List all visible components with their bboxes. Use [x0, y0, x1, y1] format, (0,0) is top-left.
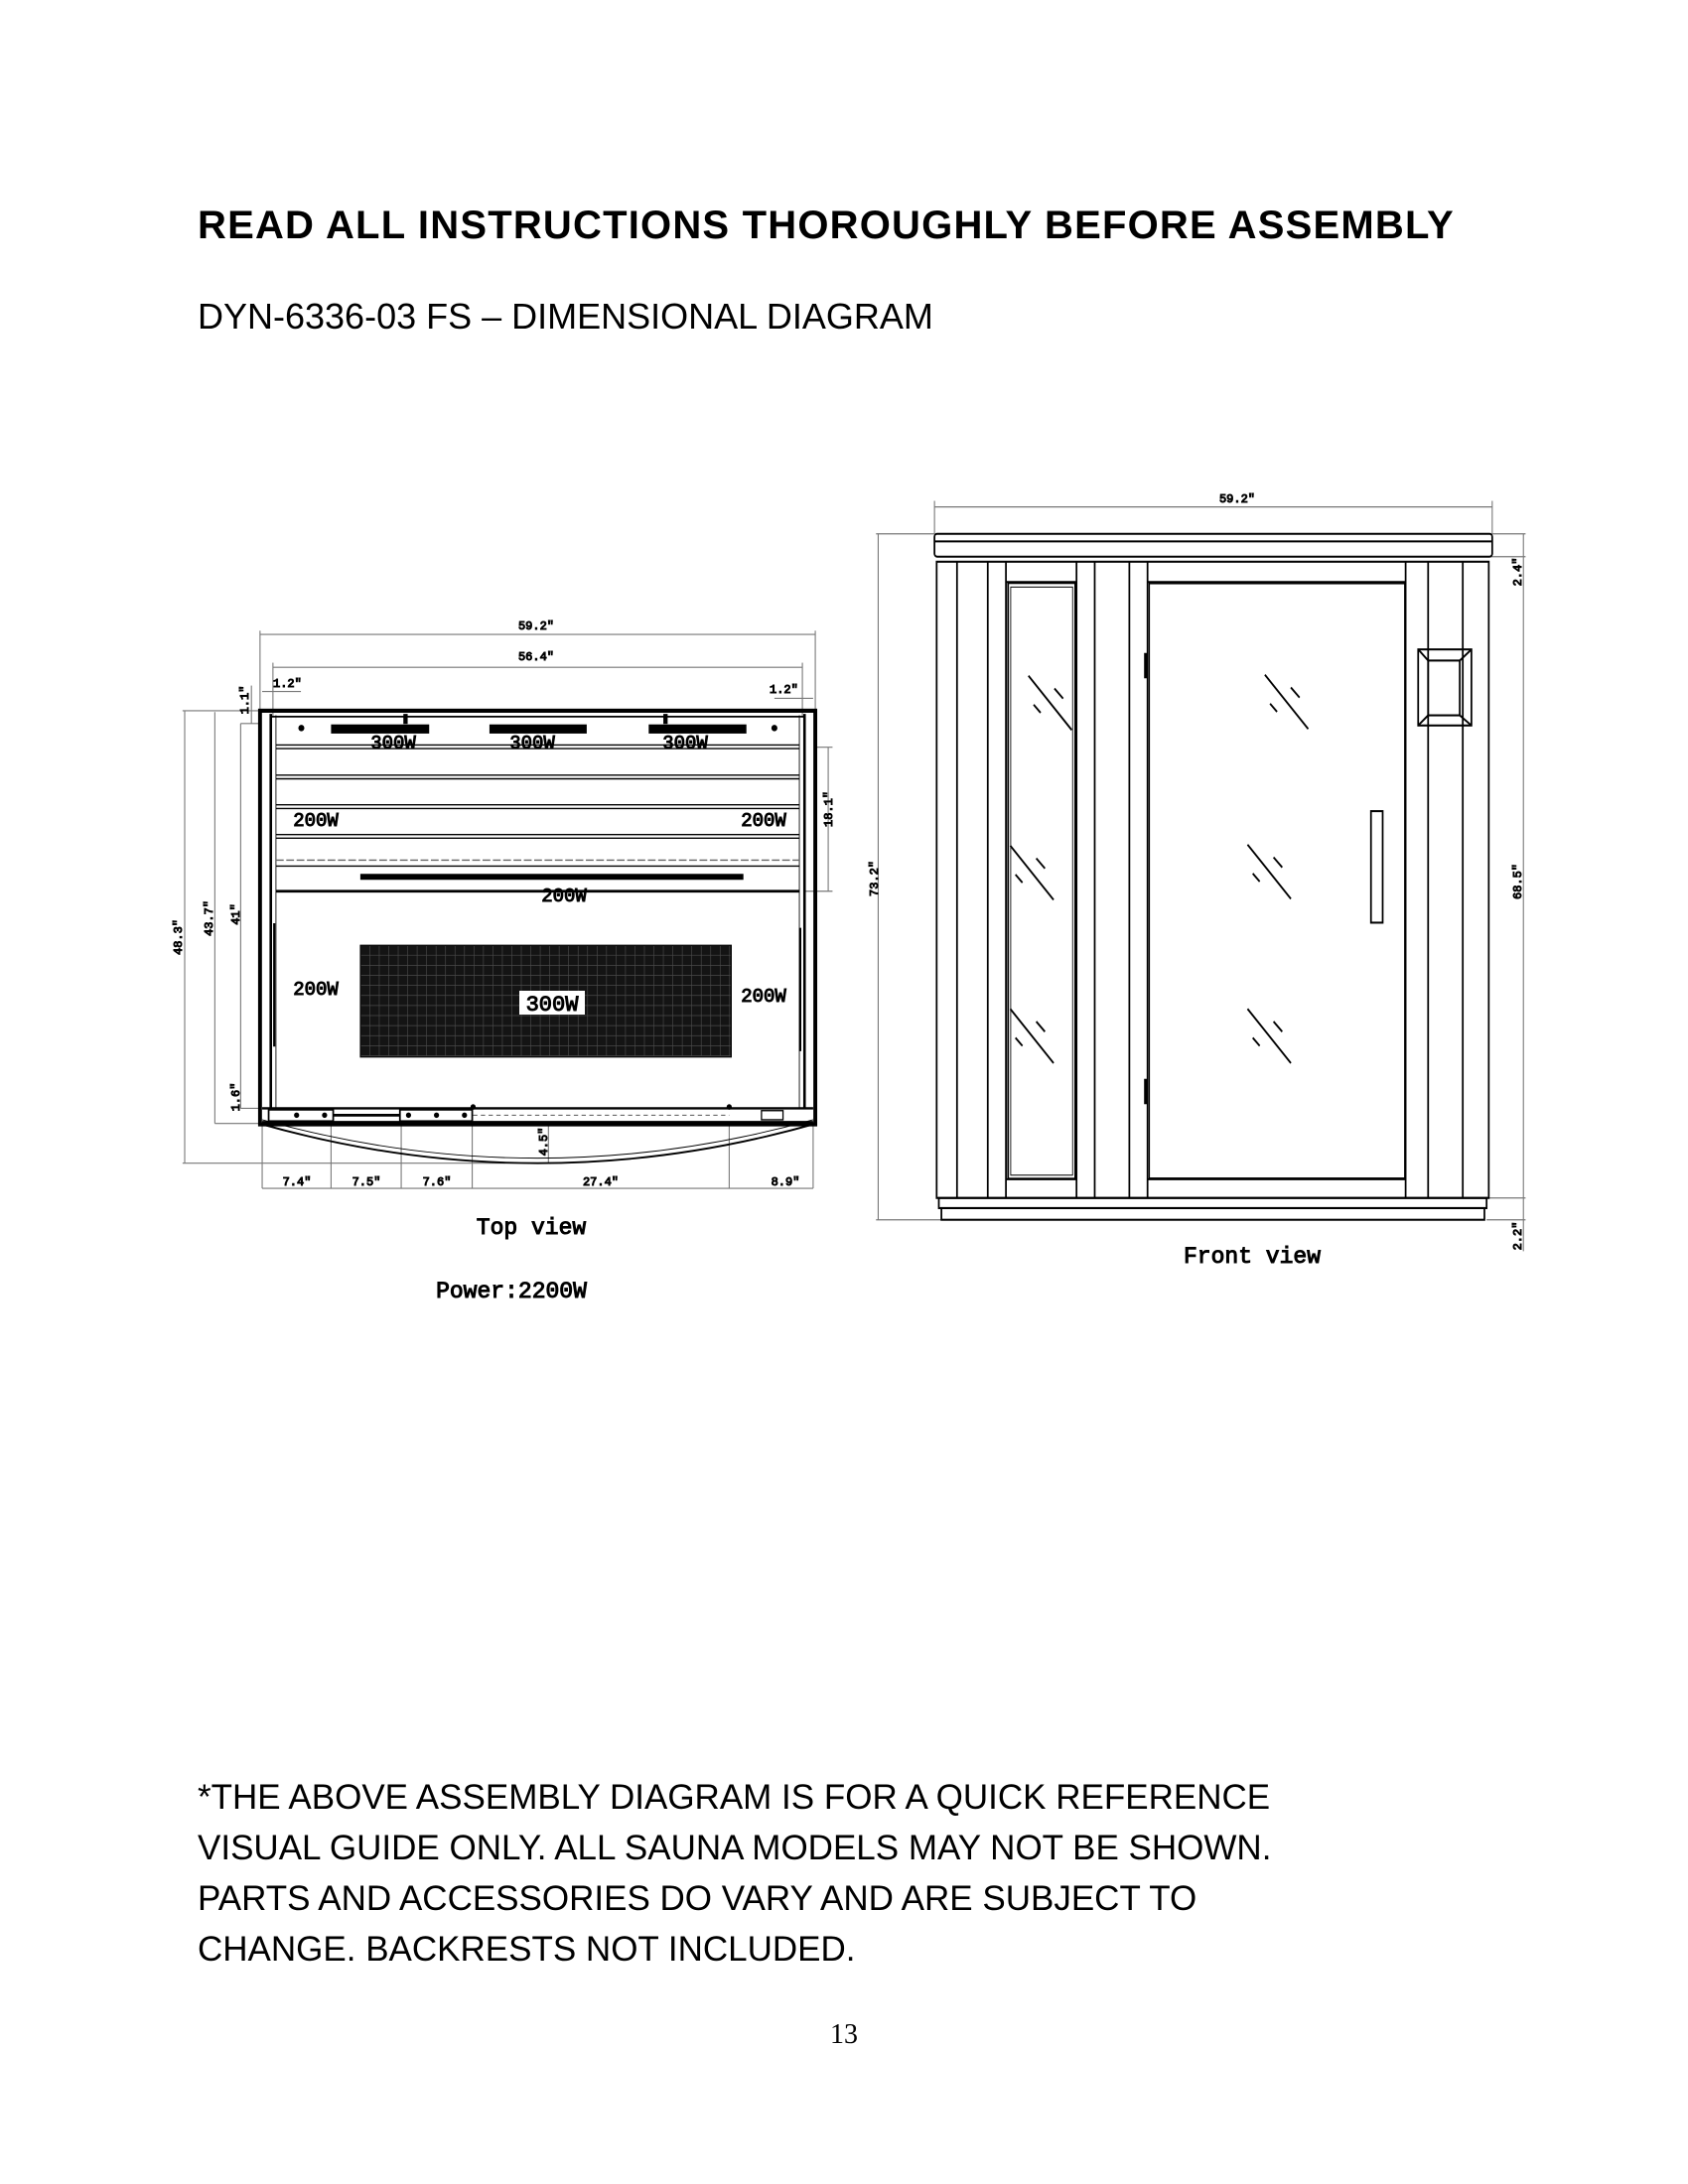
disclaimer-line: CHANGE. BACKRESTS NOT INCLUDED.	[198, 1930, 856, 1969]
heater-label-side-lower-left: 200W	[293, 979, 339, 1001]
heater-label-floor: 300W	[525, 993, 579, 1018]
front-view-drawing	[876, 501, 1525, 1252]
heater-label-side-upper-left: 200W	[293, 810, 339, 832]
dim-body-height: 68.5″	[1511, 863, 1525, 900]
dim-front-width: 59.2″	[1218, 492, 1256, 506]
heater-label-bench: 200W	[541, 886, 587, 907]
door-handle	[1371, 811, 1383, 922]
glass-reflection-mark	[1247, 845, 1291, 899]
glass-reflection-mark	[1274, 1022, 1283, 1031]
glass-reflection-mark	[1037, 1022, 1046, 1031]
glass-reflection-mark	[1253, 874, 1260, 882]
dim-wall-right: 1.2″	[770, 683, 798, 697]
glass-reflection-mark	[1265, 675, 1309, 730]
dim-top-trim: 2.4″	[1511, 557, 1525, 587]
disclaimer-line: PARTS AND ACCESSORIES DO VARY AND ARE SUBJECT TO	[198, 1879, 1197, 1918]
front-view-caption: Front view	[1183, 1244, 1322, 1270]
glass-reflection-mark	[1291, 687, 1300, 697]
dim-seg3: 7.6″	[422, 1175, 452, 1189]
glass-reflection-mark	[1034, 705, 1041, 713]
heater-label-side-upper-right: 200W	[741, 810, 786, 832]
dim-wall-left: 1.2″	[273, 677, 302, 691]
glass-reflection-mark	[1055, 688, 1063, 698]
dim-base: 2.2″	[1511, 1221, 1525, 1251]
dim-front-wall: 1.6″	[229, 1082, 243, 1112]
glass-reflection-mark	[1016, 1037, 1023, 1045]
dim-seg5: 8.9″	[771, 1175, 800, 1189]
dim-seg2: 7.5″	[352, 1175, 381, 1189]
dim-depth-inner: 41″	[229, 903, 243, 925]
diagram-title: DYN-6336-03 FS – DIMENSIONAL DIAGRAM	[198, 296, 933, 337]
glass-reflection-mark	[1037, 859, 1046, 869]
heater-label-back1: 300W	[370, 733, 416, 754]
dim-front-height-total: 73.2″	[868, 860, 882, 897]
dim-seg4: 27.4″	[582, 1175, 620, 1189]
dim-width-outer: 59.2″	[517, 619, 555, 633]
top-view-drawing	[183, 630, 833, 1188]
dim-wall-back: 1.1″	[238, 685, 252, 715]
front-view-labels	[868, 492, 1525, 1270]
glass-reflection-mark	[1253, 1037, 1260, 1045]
glass-reflection-mark	[1010, 1009, 1054, 1063]
dim-seg1: 7.4″	[282, 1175, 312, 1189]
disclaimer-line: *THE ABOVE ASSEMBLY DIAGRAM IS FOR A QUICK REFERENCE	[198, 1778, 1271, 1817]
disclaimer-note	[198, 1772, 1271, 1975]
heater-label-back3: 300W	[662, 733, 708, 754]
top-view-caption: Top view	[476, 1215, 587, 1241]
glass-reflection-mark	[1029, 676, 1072, 731]
glass-reflection-mark	[1010, 846, 1054, 900]
dim-width-inner: 56.4″	[517, 650, 555, 664]
power-rating: Power:2200W	[436, 1279, 587, 1304]
glass-reflection-mark	[1274, 858, 1283, 868]
glass-reflection-mark	[1247, 1009, 1291, 1063]
disclaimer-line: VISUAL GUIDE ONLY. ALL SAUNA MODELS MAY NOT BE SHOWN.	[198, 1829, 1272, 1867]
glass-reflection-mark	[1016, 875, 1023, 883]
dim-depth-total: 48.3″	[172, 918, 186, 956]
heater-label-back2: 300W	[509, 733, 555, 754]
glass-reflection-mark	[1270, 704, 1277, 712]
dim-bench-depth: 18.1″	[822, 790, 836, 828]
dim-bow: 4.5″	[537, 1127, 551, 1157]
heater-label-side-lower-right: 200W	[741, 986, 786, 1008]
dim-depth-outer: 43.7″	[203, 899, 216, 937]
page-number: 13	[830, 2019, 858, 2050]
page-title: READ ALL INSTRUCTIONS THOROUGHLY BEFORE ASSEMBLY	[198, 204, 1455, 247]
